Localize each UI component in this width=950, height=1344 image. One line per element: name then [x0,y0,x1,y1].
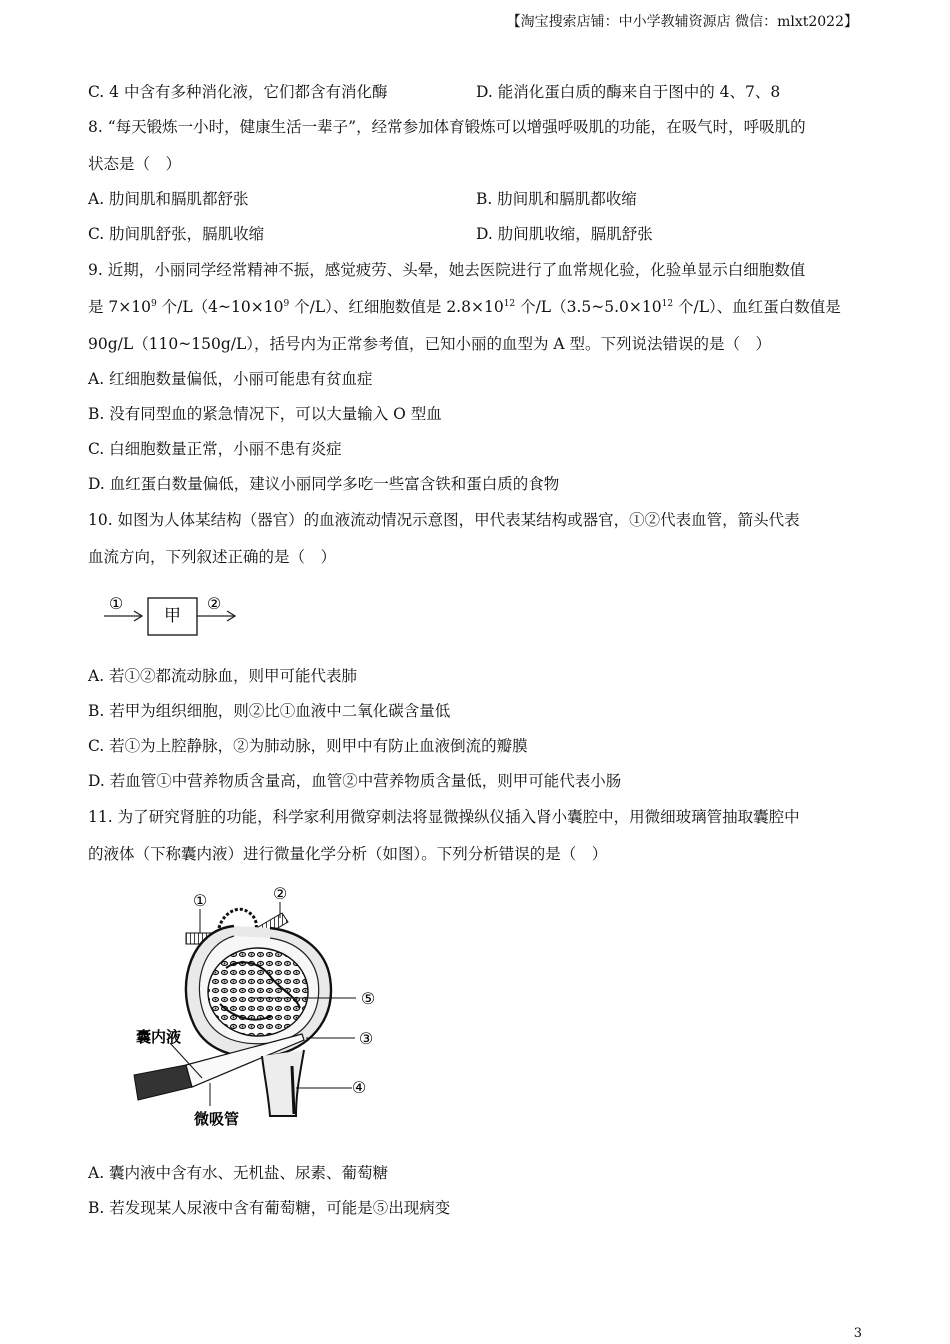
figure-label-3: ③ [358,1029,374,1048]
q8-stem-line2: 状态是（ ） [88,155,182,173]
q8-stem-line1: 8. “每天锻炼一小时，健康生活一辈子”，经常参加体育锻炼可以增强呼吸肌的功能，在吸气时，呼吸肌的 [88,118,806,136]
q11-option-b: B. 若发现某人尿液中含有葡萄糖，可能是⑤出现病变 [88,1199,451,1217]
q10-option-b: B. 若甲为组织细胞，则②比①血液中二氧化碳含量低 [88,702,451,720]
q9-stem-line1: 9. 近期，小丽同学经常精神不振，感觉疲劳、头晕，她去医院进行了血常规化验，化验单显示白细胞数值 [88,261,806,279]
micropipette-body [134,1065,192,1100]
q7-option-c: C. 4 中含有多种消化液，它们都含有消化酶 [88,83,388,101]
figure-label-pipette: 微吸管 [194,1110,240,1128]
q10-option-a: A. 若①②都流动脉血，则甲可能代表肺 [88,667,358,685]
page-number: 3 [853,1326,862,1341]
figure-label-4: ④ [351,1078,367,1097]
figure-label-1: ① [192,891,208,910]
blood-flow-diagram [100,590,245,640]
figure-label-5: ⑤ [360,989,376,1008]
renal-tubule [262,1050,304,1116]
q11-option-a: A. 囊内液中含有水、无机盐、尿素、葡萄糖 [88,1164,389,1182]
q10-stem-line2: 血流方向，下列叙述正确的是（ ） [88,548,337,566]
q11-stem-line2: 的液体（下称囊内液）进行微量化学分析（如图）。下列分析错误的是（ ） [88,845,608,863]
q9-stem-line2: 是 $7\times 10^9$ 个$/L(4\sim 10\times 10^9$ 个/L）、红细胞数值是 $2.8\times 10^{12}$ 个$/L(3.5\sim 5.0\times 10^{12}$ 个/L）、血红蛋白数值是 [88,298,841,316]
q9-stem-line3: 90g/L（110~150g/L），括号内为正常参考值，已知小丽的血型为 A 型。下列说法错误的是（ ） [88,335,772,353]
q10-stem-line1: 10. 如图为人体某结构（器官）的血液流动情况示意图，甲代表某结构或器官，①②代表血管，箭头代表 [88,511,800,529]
page-header: 【淘宝搜索店铺：中小学教辅资源店 微信：mlxt2022】 [506,14,858,30]
q8-option-b: B. 肋间肌和膈肌都收缩 [476,190,637,208]
vessel-2-label: ② [206,594,222,613]
glomerulus [208,948,308,1036]
figure-label-2: ② [272,884,288,903]
q9-option-c: C. 白细胞数量正常，小丽不患有炎症 [88,440,342,458]
q9-option-b: B. 没有同型血的紧急情况下，可以大量输入 O 型血 [88,405,442,423]
q11-stem-line1: 11. 为了研究肾脏的功能，科学家利用微穿刺法将显微操纵仪插入肾小囊腔中，用微细玻璃管抽取囊腔中 [88,808,800,826]
vessel-1-label: ① [108,594,124,613]
q8-option-c: C. 肋间肌舒张，膈肌收缩 [88,225,265,243]
q10-option-c: C. 若①为上腔静脉，②为肺动脉，则甲中有防止血液倒流的瓣膜 [88,737,528,755]
q8-option-a: A. 肋间肌和膈肌都舒张 [88,190,249,208]
figure-label-fluid: 囊内液 [136,1028,182,1046]
q9-option-d: D. 血红蛋白数量偏低，建议小丽同学多吃一些富含铁和蛋白质的食物 [88,475,560,493]
q10-option-d: D. 若血管①中营养物质含量高，血管②中营养物质含量低，则甲可能代表小肠 [88,772,622,790]
organ-label: 甲 [164,606,181,626]
q7-option-d: D. 能消化蛋白质的酶来自于图中的 4、7、8 [476,83,781,101]
q8-option-d: D. 肋间肌收缩，膈肌舒张 [476,225,653,243]
q9-option-a: A. 红细胞数量偏低，小丽可能患有贫血症 [88,370,373,388]
nephron-micropuncture-figure [130,878,390,1138]
